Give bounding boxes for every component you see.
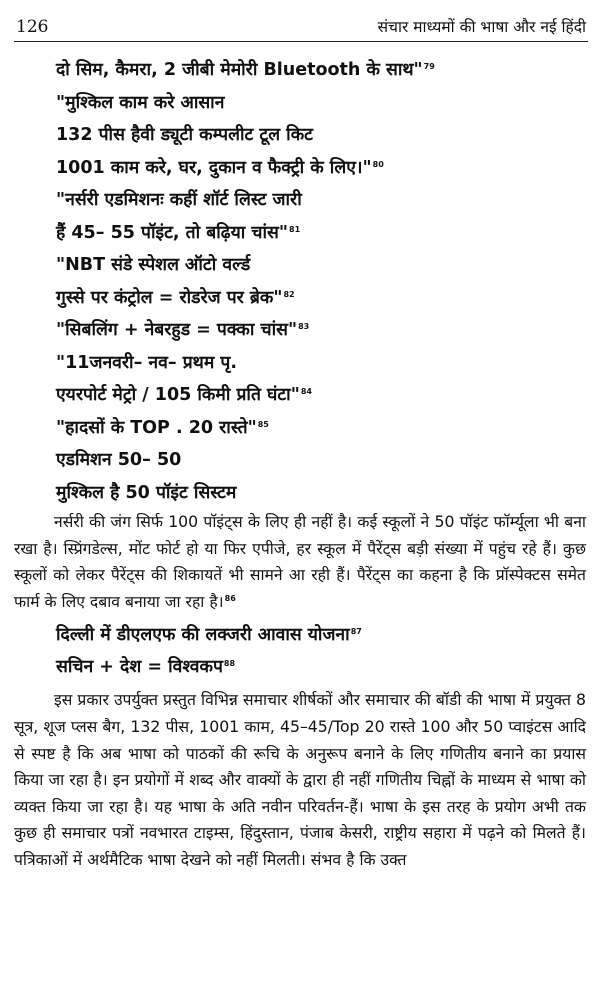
- headline-quote: हैं 45– 55 पॉइंट, तो बढ़िया चांस"$^{81}$: [56, 222, 301, 243]
- headline-quote: मुश्किल है 50 पॉइंट सिस्टम: [56, 482, 237, 503]
- headline-quote: एडमिशन 50– 50: [56, 450, 182, 470]
- headline-quote: "NBT संडे स्पेशल ऑटो वर्ल्ड: [56, 255, 251, 275]
- footnote-ref: 88: [223, 659, 236, 669]
- footnote-ref: 81: [289, 224, 301, 234]
- headline-quote: 1001 काम करे, घर, दुकान व फैक्ट्री के लिए।"$^{80}$: [56, 157, 384, 178]
- footnote-ref: 84: [300, 387, 312, 396]
- footnote-ref: 80: [372, 159, 384, 169]
- footnote-ref: 82: [283, 289, 295, 299]
- footnote-ref: 83: [298, 322, 310, 331]
- headline-quote: "हादसों के TOP . 20 रास्ते"$^{85}$: [56, 417, 269, 438]
- headline-quote: एयरपोर्ट मेट्रो / 105 किमी प्रति घंटा"$^{84}$: [56, 385, 312, 405]
- footnote-ref: 79: [423, 62, 435, 71]
- headline-quote: "मुश्किल काम करे आसान: [56, 92, 225, 113]
- headline-quote: "सिबलिंग + नेबरहुड = पक्का चांस"$^{83}$: [56, 320, 310, 340]
- footnote-ref: 87: [350, 627, 362, 637]
- headline-list-2: [14, 619, 588, 683]
- headline-quote: "नर्सरी एडमिशनः कहीं शॉर्ट लिस्ट जारी: [56, 190, 302, 210]
- body-paragraph: इस प्रकार उपर्युक्त प्रस्तुत विभिन्न समाचार शीर्षकों और समाचार की बॉडी की भाषा में प्रयुक्त 8 सूत्र, शूज प्लस बैग, 132 पीस, 1001 काम, 45–45/Top 20 रास्ते 100 और 50 प्वाइंटस आदि से स्पष्ट है कि अब भाषा को पाठकों की रूचि के अनुरूप बनाने के लिए गणितीय बनाने का प्रयास किया जा रहा है। इन प्रयोगों में शब्द और वाक्यों के द्वारा ही नहीं गणितीय चिह्नों के माध्यम से भाषा को व्यक्त किया जा रहा है। यह भाषा के अति नवीन परिवर्तन-हैं। भाषा के इस तरह के प्रयोग अभी तक कुछ ही समाचार पत्रों नवभारत टाइम्स, हिंदुस्तान, पंजाब केसरी, राष्ट्रीय सहारा में पढ़ने को मिलते हैं। पत्रिकाओं में अर्थमैटिक भाषा देखने को नहीं मिलती। संभव है कि उक्त: [14, 690, 586, 869]
- page-header: [14, 0, 588, 42]
- page-number: 126: [16, 17, 49, 37]
- body-paragraph: नर्सरी की जंग सिर्फ 100 पॉइंट्स के लिए ही नहीं है। कई स्कूलों ने 50 पॉइंट फॉर्म्यूला भी बना रखा है। स्प्रिंगडेल्स, मोंट फोर्ट हो या फिर एपीजे, हर स्कूल में पैरेंट्स बड़ी संख्या में पहुंच रहे हैं। कुछ स्कूलों को लेकर पैरेंट्स की शिकायतें भी सामने आ रही हैं। पैरेंट्स का कहना है कि प्रॉस्पेक्टस समेत फार्म के लिए दबाव बनाया जा रहा है।$^{86}$: [14, 512, 586, 611]
- running-title: संचार माध्यमों की भाषा और नई हिंदी: [377, 18, 586, 36]
- headline-quote: दिल्ली में डीएलएफ की लक्जरी आवास योजना$^{87}$: [56, 625, 362, 646]
- headline-list: [14, 54, 588, 509]
- footnote-ref: 85: [257, 419, 269, 429]
- headline-quote: 132 पीस हैवी ड्यूटी कम्पलीट टूल किट: [56, 125, 313, 145]
- headline-quote: गुस्से पर कंट्रोल = रोडरेज पर ब्रेक"$^{82}$: [56, 287, 295, 308]
- footnote-ref: 86: [224, 593, 236, 603]
- headline-quote: सचिन + देश = विश्वकप$^{88}$: [56, 657, 236, 678]
- headline-quote: दो सिम, कैमरा, 2 जीबी मेमोरी Bluetooth के साथ"$^{79}$: [56, 60, 435, 80]
- headline-quote: "11जनवरी– नव– प्रथम पृ.: [56, 352, 238, 373]
